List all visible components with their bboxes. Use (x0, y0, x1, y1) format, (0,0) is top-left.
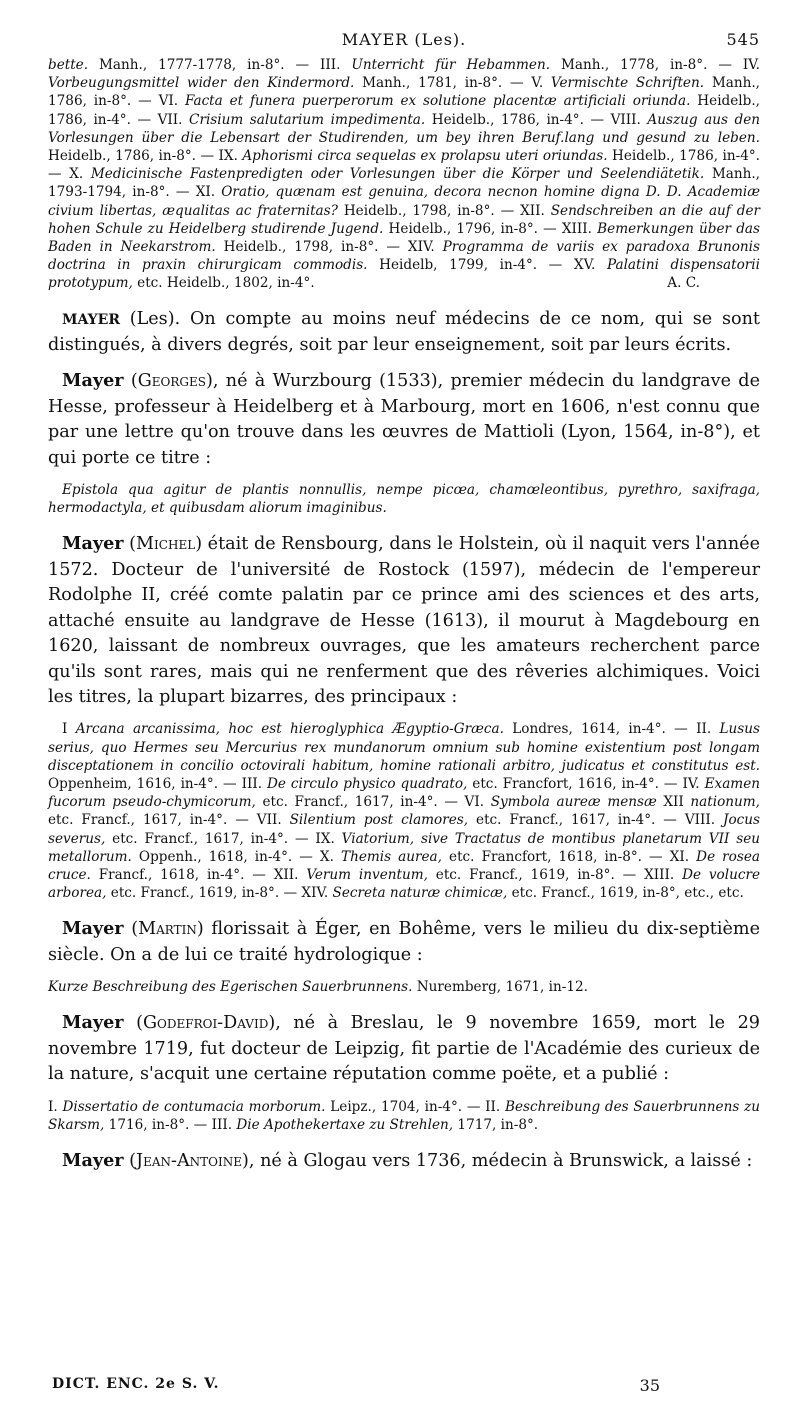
work-title: Lusus serius, quo Hermes seu Mercurius rex mundanorum omnium sub homine existentium post longam disceptationem in concilio octovirali habitum, homine rationali arbitro, judicatus et constitutus est. (48, 721, 760, 774)
work-list (48, 978, 760, 996)
imprint: etc. Francf., 1619, in-8°. — XIII. (427, 866, 683, 883)
author-signature: A. C. (667, 275, 700, 292)
work-title: Oratio, quænam est genuina, decora necnon homine digna D. D. Academiæ civium libertas, æqualitas ac fraternitas? (48, 184, 760, 219)
work-list (48, 1098, 760, 1134)
work-title: Vermischte Schriften. (550, 75, 705, 92)
imprint: Heidelb., 1786, in-8°. — IX. (48, 148, 243, 165)
entry-jean-antoine: Mayer (Jean-Antoine), né à Glogau vers 1736, médecin à Brunswick, a laissé : (62, 1150, 753, 1171)
work-title: Examen fucorum pseudo-chymicorum, (48, 775, 760, 811)
work-title: Unterricht für Hebammen. (351, 57, 551, 73)
work-title: Themis aurea, (341, 848, 442, 865)
imprint: Leipz., 1704, in-4°. — II. (325, 1098, 505, 1115)
work-title: De circulo physico quadrato, (267, 775, 468, 792)
imprint: Manh., 1778, in-8°. — IV. (550, 57, 760, 73)
work-title: Beschreibung des Sauerbrunnens zu Skarsm, (48, 1098, 760, 1133)
imprint: Manh., 1777-1778, in-8°. — III. (88, 57, 352, 73)
entry-text: né à Glogau vers 1736, médecin à Brunswick, a laissé : (260, 1151, 753, 1171)
page (48, 30, 760, 1174)
work-title: bette. (48, 57, 89, 73)
running-header (48, 30, 760, 56)
entry-headword: MAYER (62, 311, 120, 328)
imprint: Heidelb., 1798, in-8°. — XII. (337, 202, 551, 219)
work-title: De volucre arborea, (48, 866, 760, 902)
entry-headword: Mayer (62, 918, 124, 940)
imprint: etc. Francfort, 1618, in-8°. — XI. (441, 848, 697, 865)
work-title: Verum inventum, (306, 866, 428, 883)
continued-bibliography (48, 56, 760, 293)
work-title: Silentium post clamores, (289, 812, 469, 829)
entry-text: On compte au moins neuf médecins de ce nom, qui se sont distingués, à divers degrés, soit par leur enseignement, soit par leurs écrits. (48, 308, 760, 356)
work-list (48, 720, 760, 902)
work-title: Secreta naturæ chimicæ, (332, 885, 508, 902)
imprint: etc. Francf., 1617, in-4°. — VII. (48, 812, 290, 829)
imprint: etc. Francf., 1617, in-4°. — VIII. (468, 812, 724, 829)
work-title: Symbola aureæ mensæ (490, 794, 657, 811)
entry-given-name: Godefroi-David (142, 1013, 269, 1034)
work-title: nationum, (690, 794, 760, 811)
work-title: Epistola qua agitur de plantis nonnullis, nempe picœa, chamœleontibus, pyrethro, saxifraga, hermodactyla, et quibusdam aliorum imaginibus. (48, 482, 760, 517)
imprint: Oppenh., 1618, in-4°. — X. (131, 848, 341, 865)
entry-text: florissait à Éger, en Bohême, vers le milieu du dix-septième siècle. On a de lui ce traité hydrologique : (48, 919, 760, 965)
entry-godefroi: Mayer (Godefroi-David), né à Breslau, le 9 novembre 1659, mort le 29 novembre 1719, fut docteur de Leipzig, fit partie de l'Académie des curieux de la nature, s'acquit une certaine réputation comme poëte, et a publié : (48, 1012, 760, 1085)
imprint: XII (656, 794, 691, 811)
entry-headword: Mayer (62, 1150, 124, 1171)
entry-georges: Mayer (Georges), né à Wurzbourg (1533), premier médecin du landgrave de Hesse, professeur à Heidelberg et à Marbourg, mort en 1606, n'est connu que par une lettre qu'on trouve dans les œuvres de Mattioli (Lyon, 1564, in-8°), et qui porte ce titre : (48, 370, 760, 468)
entry-text: né à Wurzbourg (1533), premier médecin du landgrave de Hesse, professeur à Heidelberg et à Marbourg, mort en 1606, n'est connu que par une lettre qu'on trouve dans les œuvres de Mattioli (Lyon, 1564, in-8°), et qui porte ce titre : (48, 371, 760, 468)
work-title: Aphorismi circa sequelas ex prolapsu uteri oriundas. (242, 148, 608, 165)
work-title: Die Apothekertaxe zu Strehlen, (236, 1116, 454, 1133)
work-title: Kurze Beschreibung des Egerischen Sauerbrunnens. (48, 979, 413, 996)
imprint: etc. Francf., 1619, in-8°. — XIV. (106, 885, 333, 902)
entry-headword: Mayer (62, 533, 124, 555)
entry-given-name: Michel (136, 534, 196, 555)
imprint: Heidelb., 1786, in-4°. — VII. (48, 93, 760, 128)
imprint: etc. Francf., 1617, in-4°. — IX. (105, 830, 342, 847)
entry-qualifier: (Les). (119, 308, 190, 329)
entry-headword: Mayer (62, 370, 124, 392)
entry-given-name: Martin (138, 919, 197, 940)
imprint: Manh., 1786, in-8°. — VI. (48, 75, 760, 110)
work-title: Vorbeugungsmittel wider den Kindermord. (48, 75, 355, 92)
work-title: Programma de variis ex paradoxa Brunonis doctrina in praxin chirurgicam commodis. (48, 239, 760, 274)
work-title: Dissertatio de contumacia morborum. (62, 1098, 326, 1115)
entry-given-name: Jean-Antoine (136, 1151, 243, 1171)
imprint: Londres, 1614, in-4°. — II. (503, 721, 720, 738)
imprint: etc. Francf., 1619, in-8°, etc., etc. (507, 885, 744, 902)
imprint: Heidelb., 1798, in-8°. — XIV. (215, 239, 443, 256)
work-title: Medicinische Fastenpredigten oder Vorlesungen über die Körper und Seelendiätetik. (90, 166, 705, 183)
work-title: Auszug aus den Vorlesungen über die Lebensart der Studirenden, um bey ihren Beruf.lang und gesund zu leben. (48, 111, 761, 146)
work-list (48, 481, 760, 517)
work-title: Viatorium, sive Tractatus de montibus planetarum VII seu metallorum. (48, 830, 760, 865)
work-title: Jocus severus, (48, 812, 760, 847)
imprint: Heidelb, 1799, in-4°. — XV. (367, 257, 607, 274)
work-title: Arcana arcanissima, hoc est hieroglyphica Ægyptio-Græca. (75, 721, 504, 738)
imprint: Manh., 1781, in-8°. — V. (354, 75, 551, 92)
entry-text: né à Breslau, le 9 novembre 1659, mort le 29 novembre 1719, fut docteur de Leipzig, fit partie de l'Académie des curieux de la nature, s'acquit une certaine réputation comme poëte, et a publié : (48, 1013, 760, 1085)
page-number: 545 (726, 30, 760, 49)
imprint: Francf., 1618, in-4°. — XII. (90, 866, 307, 883)
imprint: 1717, in-8°. (453, 1116, 539, 1133)
imprint: I. (48, 1098, 63, 1115)
work-title: Facta et funera puerperorum ex solutione placentæ artificiali oriunda. (184, 93, 691, 110)
imprint: Nuremberg, 1671, in-12. (412, 979, 588, 996)
imprint: etc. Francf., 1617, in-4°. — VI. (255, 794, 491, 811)
entry-les (48, 307, 760, 359)
entry-given-name: Georges (137, 371, 206, 392)
entry-michel: Mayer (Michel) était de Rensbourg, dans le Holstein, où il naquit vers l'année 1572. Docteur de l'université de Rostock (1597), médecin de l'empereur Rodolphe II, créé comte palatin par ce prince ami des sciences et des arts, attaché ensuite au landgrave de Hesse (1613), il mourut à Magdebourg en 1620, laissant de nombreux ouvrages, que les amateurs recherchent parce qu'ils sont rares, mais qui ne renferment que des rêveries alchimiques. Voici les titres, la plupart bizarres, des principaux : (48, 533, 760, 707)
imprint: etc. Heidelb., 1802, in-4°. (132, 275, 315, 292)
imprint: I (62, 721, 76, 738)
entry-text: était de Rensbourg, dans le Holstein, où il naquit vers l'année 1572. Docteur de l'université de Rostock (1597), médecin de l'empereur Rodolphe II, créé comte palatin par ce prince ami des sciences et des arts, attaché ensuite au landgrave de Hesse (1613), il mourut à Magdebourg en 1620, laissant de nombreux ouvrages, que les amateurs recherchent parce qu'ils sont rares, mais qui ne renferment que des rêveries alchimiques. Voici les titres, la plupart bizarres, des principaux : (48, 534, 760, 707)
imprint: Oppenheim, 1616, in-4°. — III. (48, 775, 267, 792)
work-title: Crisium salutarium impedimenta. (189, 111, 426, 128)
work-title: Sendschreiben an die auf der hohen Schule zu Heidelberg studirende Jugend. (48, 202, 760, 237)
work-title: Bemerkungen über das Baden in Neekarstrom. (48, 220, 761, 256)
imprint: Heidelb., 1786, in-4°. — VIII. (425, 111, 648, 128)
imprint: etc. Francfort, 1616, in-4°. — IV. (467, 775, 705, 792)
imprint: 1716, in-8°. — III. (104, 1116, 237, 1133)
imprint: Heidelb., 1786, in-4°. — X. (48, 148, 760, 183)
entry-martin: Mayer (Martin) florissait à Éger, en Bohême, vers le milieu du dix-septième siècle. On a de lui ce traité hydrologique : (48, 918, 760, 965)
work-title: Palatini dispensatorii prototypum, (48, 257, 760, 292)
entry-headword: Mayer (62, 1012, 124, 1034)
running-title: MAYER (Les). (341, 30, 467, 49)
work-title: De rosea cruce. (48, 848, 760, 883)
signature-mark: DICT. ENC. 2e S. V. (52, 1376, 220, 1392)
gathering-number: 35 (639, 1376, 660, 1395)
imprint: Heidelb., 1796, in-8°. — XIII. (383, 220, 598, 237)
imprint: Manh., 1793-1794, in-8°. — XI. (48, 166, 760, 201)
